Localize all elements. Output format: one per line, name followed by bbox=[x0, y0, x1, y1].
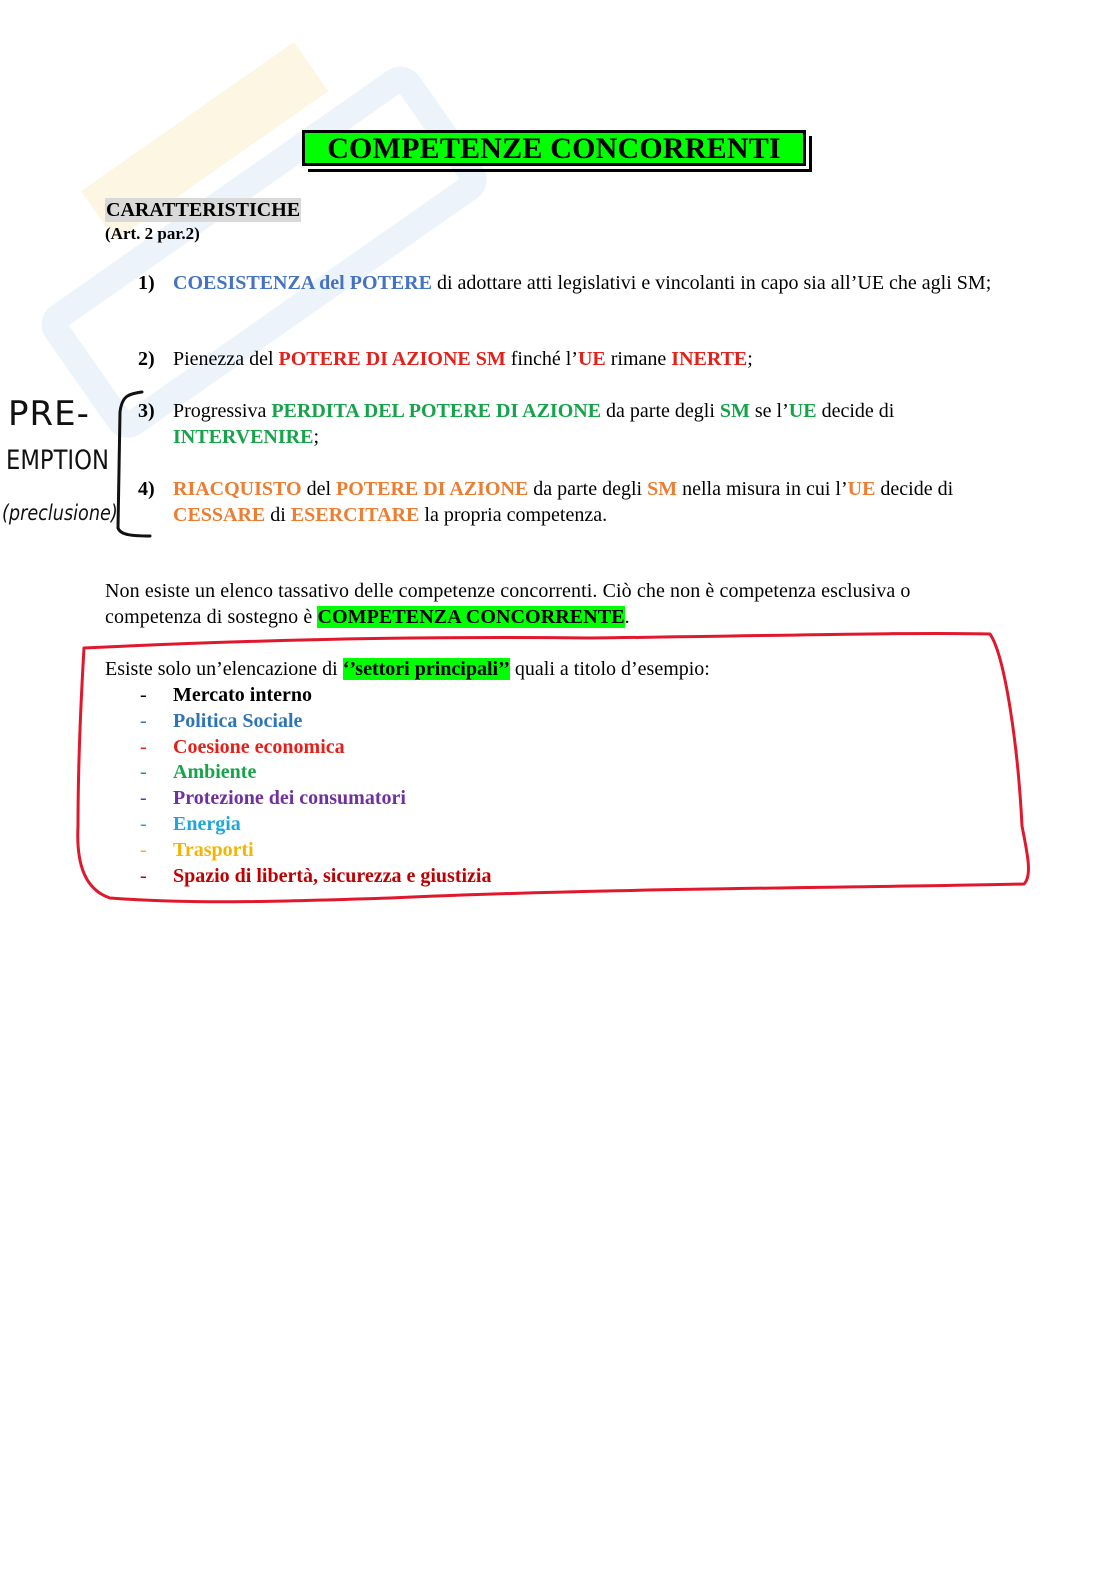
item-number: 3) bbox=[138, 400, 155, 422]
sector-label: Politica Sociale bbox=[173, 709, 303, 732]
paragraph-text: Non esiste un elenco tassativo delle competenze concorrenti. Ciò che non è competenza esclusiva o competenza di sostegno è bbox=[105, 580, 911, 628]
bullet-dash: - bbox=[140, 684, 147, 706]
body-text: da parte degli bbox=[601, 400, 720, 422]
paragraph-end: . bbox=[624, 606, 630, 628]
emphasis-text: POTERE DI AZIONE bbox=[336, 478, 529, 500]
summary-paragraph bbox=[105, 578, 1005, 630]
item-text bbox=[173, 270, 998, 296]
sector-label: Protezione dei consumatori bbox=[173, 787, 406, 810]
emphasis-text: COESISTENZA del POTERE bbox=[173, 272, 432, 294]
item-text bbox=[173, 398, 998, 450]
body-text: da parte degli bbox=[528, 478, 648, 500]
list-intro-highlight: ‘’settori principali’’ bbox=[342, 658, 510, 680]
item-number: 2) bbox=[138, 348, 155, 370]
sector-label: Ambiente bbox=[173, 761, 257, 784]
emphasis-text: INTERVENIRE bbox=[173, 426, 314, 448]
sector-label: Mercato interno bbox=[173, 684, 313, 706]
sector-label: Trasporti bbox=[173, 838, 254, 861]
body-text: Progressiva bbox=[173, 400, 272, 422]
body-text: la propria competenza. bbox=[419, 504, 608, 526]
title-block bbox=[302, 130, 808, 170]
bullet-dash: - bbox=[140, 813, 147, 835]
emphasis-text: UE bbox=[788, 400, 817, 422]
bullet-dash: - bbox=[140, 709, 147, 732]
body-text: nella misura in cui l’ bbox=[677, 478, 848, 500]
emphasis-text: PERDITA DEL POTERE DI AZIONE bbox=[271, 400, 602, 422]
section-subheading: (Art. 2 par.2) bbox=[105, 224, 200, 243]
paragraph-highlight: COMPETENZA CONCORRENTE bbox=[317, 606, 625, 628]
list-intro bbox=[105, 656, 710, 682]
emphasis-text: SM bbox=[647, 478, 678, 500]
item-number: 1) bbox=[138, 272, 155, 294]
handwritten-bracket bbox=[108, 388, 158, 548]
bullet-dash: - bbox=[140, 761, 147, 784]
emphasis-text: RIACQUISTO bbox=[173, 478, 302, 500]
item-number: 4) bbox=[138, 478, 155, 500]
body-text: decide di bbox=[816, 400, 895, 422]
handwritten-preclusione: (preclusione) bbox=[2, 501, 118, 525]
list-intro-before: Esiste solo un’elencazione di bbox=[105, 658, 343, 680]
body-text: finché l’ bbox=[505, 348, 578, 370]
body-text: se l’ bbox=[749, 400, 789, 422]
handwritten-pre: PRE- bbox=[8, 394, 90, 434]
sector-label: Spazio di libertà, sicurezza e giustizia bbox=[173, 864, 492, 887]
emphasis-text: POTERE DI AZIONE SM bbox=[278, 348, 506, 370]
bullet-dash: - bbox=[140, 838, 147, 861]
bullet-dash: - bbox=[140, 864, 147, 887]
emphasis-text: CESSARE bbox=[173, 504, 266, 526]
body-text: del bbox=[301, 478, 336, 500]
list-intro-after: quali a titolo d’esempio: bbox=[509, 658, 710, 680]
sector-label: Coesione economica bbox=[173, 735, 345, 758]
emphasis-text: SM bbox=[719, 400, 750, 422]
emphasis-text: UE bbox=[847, 478, 876, 500]
handwritten-emption: EMPTION bbox=[6, 445, 109, 476]
section-heading: CARATTERISTICHE bbox=[106, 199, 301, 221]
page-title: COMPETENZE CONCORRENTI bbox=[302, 130, 806, 166]
body-text: di adottare atti legislativi e vincolanti in capo sia all’UE che agli SM; bbox=[431, 272, 992, 294]
emphasis-text: ESERCITARE bbox=[290, 504, 420, 526]
item-text bbox=[173, 476, 998, 528]
body-text: ; bbox=[313, 426, 320, 448]
bullet-dash: - bbox=[140, 735, 147, 758]
body-text: Pienezza del bbox=[173, 348, 279, 370]
body-text: rimane bbox=[605, 348, 672, 370]
sector-label: Energia bbox=[173, 813, 241, 835]
bullet-dash: - bbox=[140, 787, 147, 810]
emphasis-text: UE bbox=[577, 348, 606, 370]
body-text: ; bbox=[747, 348, 753, 370]
body-text: di bbox=[265, 504, 291, 526]
item-text bbox=[173, 346, 998, 372]
emphasis-text: INERTE bbox=[671, 348, 748, 370]
body-text: decide di bbox=[875, 478, 954, 500]
